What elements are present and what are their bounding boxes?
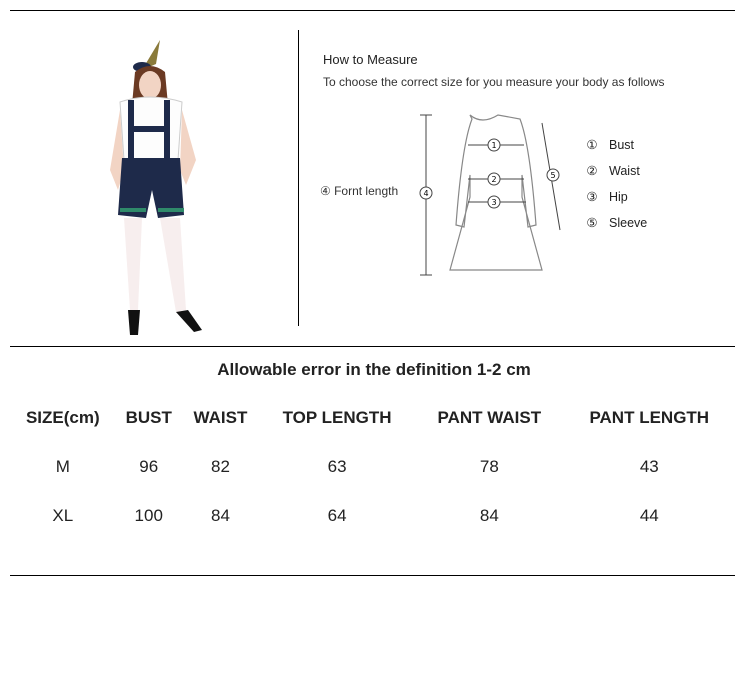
cell-waist: 82 — [211, 456, 230, 476]
middle-rule — [10, 346, 735, 347]
model-image — [90, 30, 230, 340]
header-bust: BUST — [125, 408, 172, 427]
header-pant-length: PANT LENGTH — [589, 408, 710, 427]
table-row — [10, 442, 735, 491]
size-table — [10, 394, 735, 540]
header-top-length: TOP LENGTH — [282, 408, 392, 427]
top-rule — [10, 10, 735, 11]
header-size: SIZE(cm) — [25, 408, 100, 427]
measure-legend — [585, 137, 647, 241]
svg-text:1: 1 — [491, 141, 497, 150]
cell-pant-length: 43 — [639, 456, 659, 476]
measure-title: How to Measure — [323, 52, 418, 67]
legend-item-bust: ① Bust — [586, 138, 635, 152]
svg-text:2: 2 — [491, 175, 497, 184]
section-divider — [298, 30, 299, 326]
size-table-title: Allowable error in the definition 1-2 cm — [217, 360, 531, 379]
header-pant-waist: PANT WAIST — [437, 408, 542, 427]
cell-pant-length: 44 — [639, 505, 659, 525]
bottom-rule — [10, 575, 735, 576]
cell-bust: 100 — [134, 505, 163, 525]
legend-item-waist: ② Waist — [586, 164, 640, 178]
front-length-label: ④ Fornt length — [320, 184, 399, 198]
cell-top-length: 64 — [327, 505, 347, 525]
cell-bust: 96 — [139, 456, 159, 476]
svg-text:3: 3 — [491, 198, 497, 207]
cell-pant-waist: 84 — [479, 505, 499, 525]
table-row — [10, 491, 735, 540]
measure-subtitle: To choose the correct size for you measure your body as follows — [323, 75, 665, 89]
cell-size: XL — [52, 505, 74, 525]
cell-size: M — [55, 456, 70, 476]
svg-text:4: 4 — [423, 189, 429, 198]
table-header-row — [10, 394, 735, 442]
cell-top-length: 63 — [327, 456, 347, 476]
legend-item-sleeve: ⑤ Sleeve — [586, 216, 648, 230]
legend-item-hip: ③ Hip — [586, 190, 628, 204]
cell-waist: 84 — [211, 505, 230, 525]
header-waist: WAIST — [193, 408, 248, 427]
cell-pant-waist: 78 — [479, 456, 499, 476]
svg-text:5: 5 — [550, 171, 556, 180]
dress-diagram — [410, 105, 585, 285]
